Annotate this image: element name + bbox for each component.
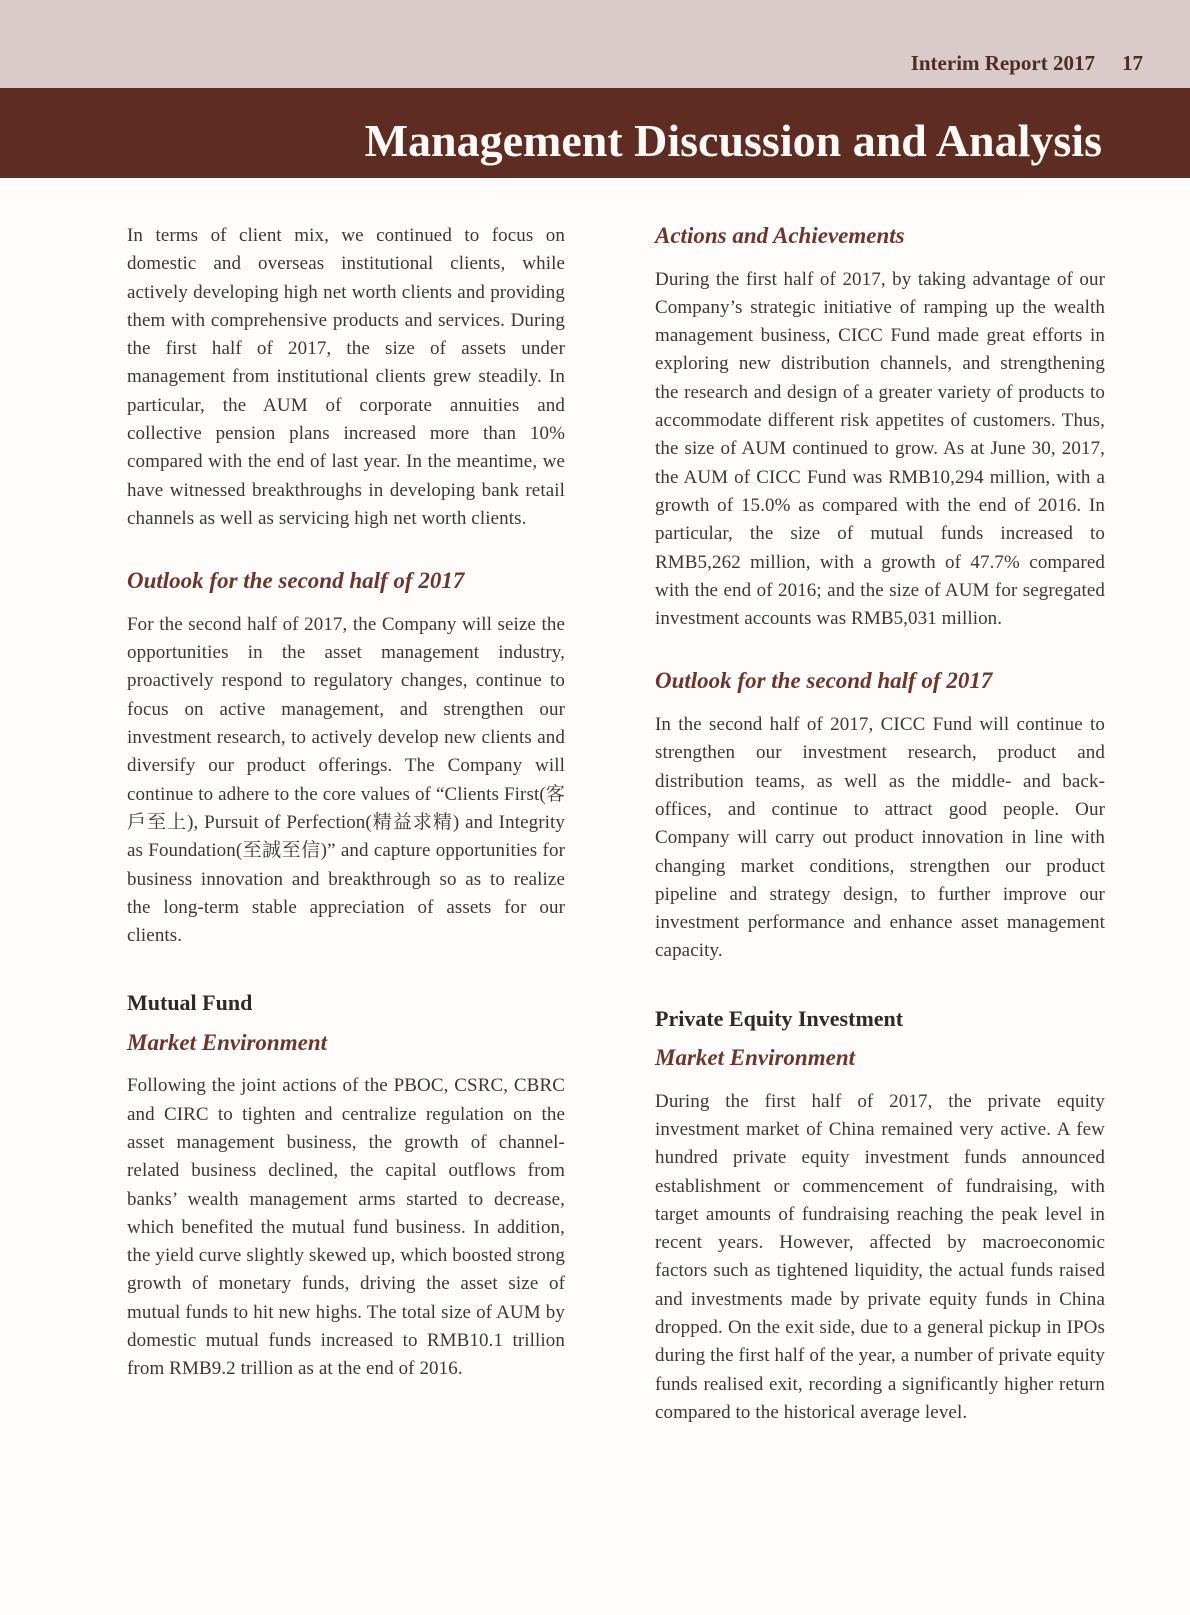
subheading-outlook-right: Outlook for the second half of 2017: [655, 668, 993, 694]
section-title: Management Discussion and Analysis: [364, 115, 1102, 166]
paragraph-actions-achievements: During the first half of 2017, by taking advantage of our Company’s strategic initiative of ramping up the wealth management business, CICC Fund made great efforts in exploring new distribution channels, and strengthening the research and design of a greater variety of products to accommodate different risk appetites of customers. Thus, the size of AUM continued to grow. As at June 30, 2017, the AUM of CICC Fund was RMB10,294 million, with a growth of 15.0% as compared with the end of 2016. In particular, the size of mutual funds increased to RMB5,262 million, with a growth of 47.7% compared with the end of 2016; and the size of AUM for segregated investment accounts was RMB5,031 million.: [655, 268, 1105, 630]
page-header-band: [0, 0, 1190, 88]
subheading-market-environment-right: Market Environment: [655, 1045, 856, 1071]
paragraph-market-environment-right: During the first half of 2017, the private equity investment market of China remained very active. A few hundred private equity investment funds announced establishment or commencement of fundraising, with target amounts of fundraising reaching the peak level in recent years. However, affected by macroeconomic factors such as tightened liquidity, the actual funds raised and investments made by private equity funds in China dropped. On the exit side, due to a general pickup in IPOs during the first half of the year, a number of private equity funds realised exit, recording a significantly higher return compared to the historical average level.: [655, 1090, 1105, 1423]
paragraph-outlook-right: In the second half of 2017, CICC Fund will continue to strengthen our investment research, product and distribution teams, as well as the middle- and back-offices, and continue to attract good people. Our Company will carry out product innovation in line with changing market conditions, strengthen our product pipeline and strategy design, to further improve our investment performance and enhance asset management capacity.: [655, 714, 1105, 962]
heading-private-equity-investment: Private Equity Investment: [655, 1005, 904, 1031]
page-content: [0, 178, 1190, 1487]
heading-mutual-fund: Mutual Fund: [127, 990, 253, 1016]
subheading-market-environment-left: Market Environment: [127, 1029, 328, 1055]
page-number: 17: [1122, 51, 1143, 75]
running-header: [911, 53, 1143, 74]
left-column: [127, 222, 565, 1384]
subheading-outlook-left: Outlook for the second half of 2017: [127, 568, 465, 594]
right-column: [655, 222, 1105, 1427]
section-title-banner: [0, 88, 1190, 178]
paragraph-outlook-left: For the second half of 2017, the Company will seize the opportunities in the asset management industry, proactively respond to regulatory changes, continue to focus on active management, and strengthen our investment research, to actively develop new clients and diversify our product offerings. The Company will continue to adhere to the core values of “Clients First(客戶至上), Pursuit of Perfection(精益求精) and Integrity as Foundation(至誠至信)” and capture opportunities for business innovation and breakthrough so as to realize the long-term stable appreciation of assets for our clients.: [127, 613, 565, 947]
subheading-actions-achievements: Actions and Achievements: [655, 223, 905, 248]
report-title: Interim Report 2017: [910, 51, 1095, 75]
paragraph-client-mix: In terms of client mix, we continued to focus on domestic and overseas institutional clients, while actively developing high net worth clients and providing them with comprehensive products and services. During the first half of 2017, the size of assets under management from institutional clients grew steadily. In particular, the AUM of corporate annuities and collective pension plans increased more than 10% compared with the end of last year. In the meantime, we have witnessed breakthroughs in developing bank retail channels as well as servicing high net worth clients.: [127, 225, 565, 529]
paragraph-market-environment-left: Following the joint actions of the PBOC, CSRC, CBRC and CIRC to tighten and centralize regulation on the asset management business, the growth of channel-related business declined, the capital outflows from banks’ wealth management arms started to decrease, which benefited the mutual fund business. In addition, the yield curve slightly skewed up, which boosted strong growth of monetary funds, driving the asset size of mutual funds to hit new highs. The total size of AUM by domestic mutual funds increased to RMB10.1 trillion from RMB9.2 trillion as at the end of 2016.: [127, 1075, 565, 1380]
